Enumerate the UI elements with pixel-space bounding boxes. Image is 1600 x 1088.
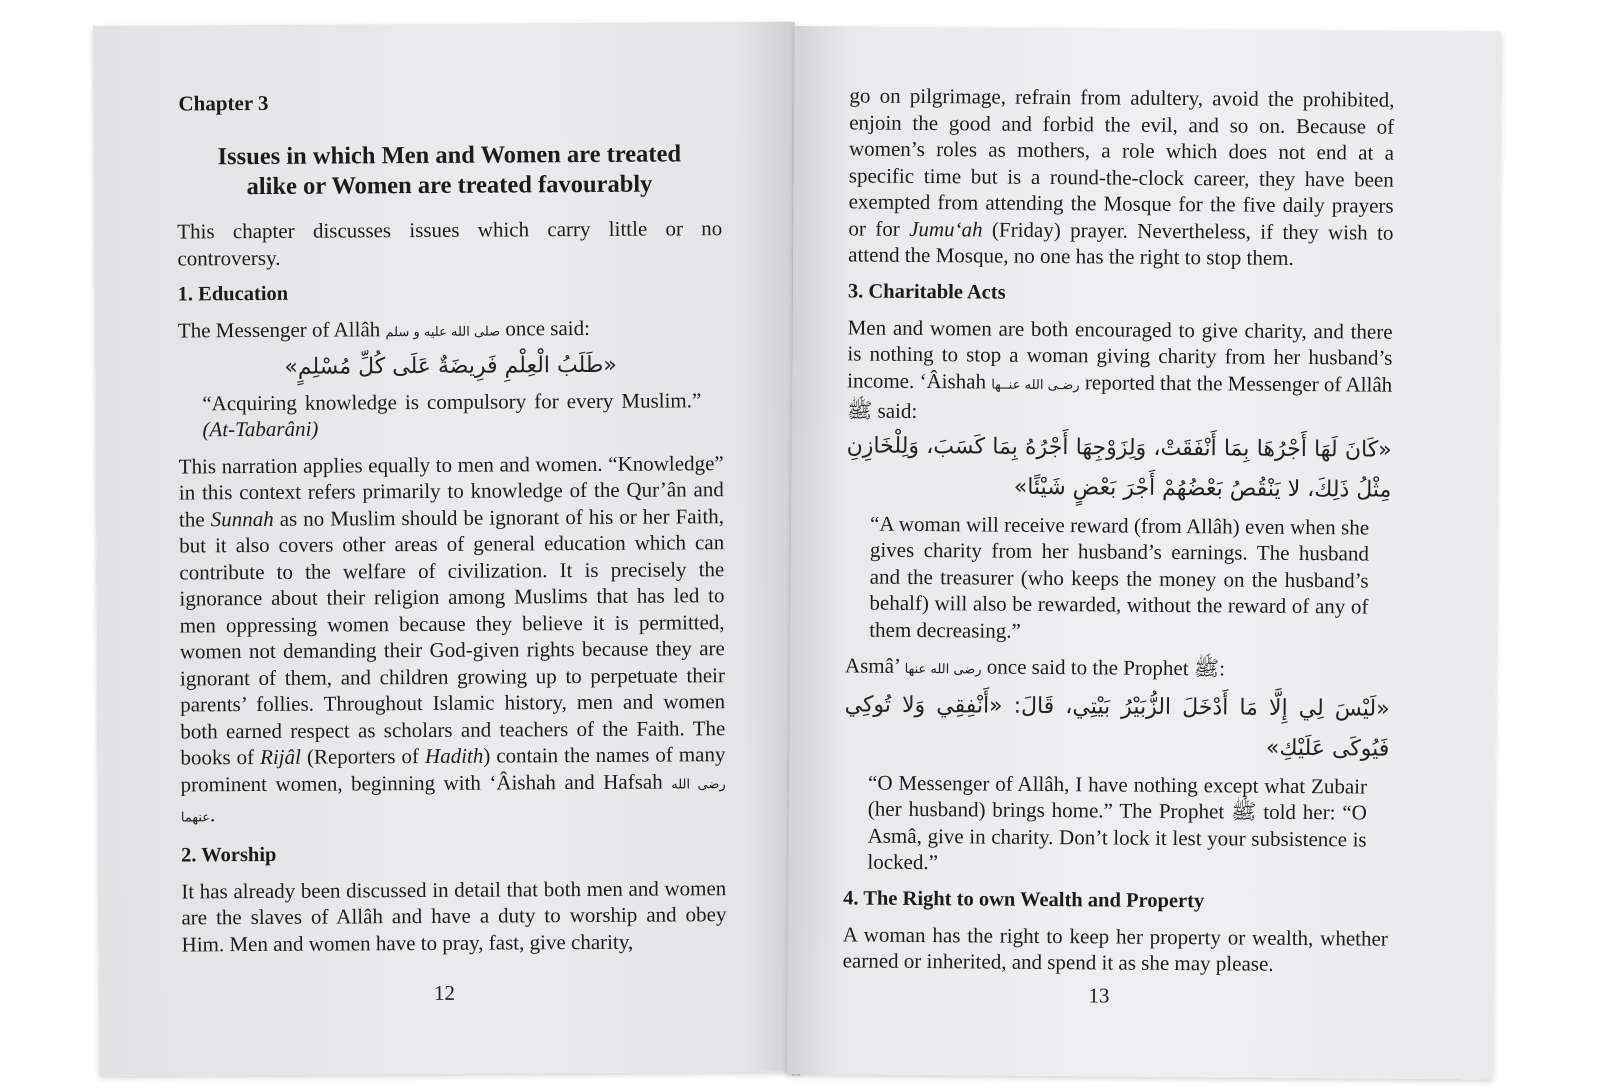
education-intro xyxy=(178,314,723,348)
arabic-hadith-education: «طَلَبُ الْعِلْمِ فَرِيضَةٌ عَلَى كُلِّ مُسْلِمٍ» xyxy=(284,352,617,380)
chapter-label: Chapter 3 xyxy=(178,90,269,116)
salutation-arabic: صلى الله عليه و سلم xyxy=(385,324,501,341)
education-quote-source: (At-Tabarâni) xyxy=(202,416,319,442)
worship-cont-part-a: go on pilgrimage, refrain from adultery, avoid the prohibited, enjoin the good and forbid the evil, and so on. Because of women’s roles as mothers, a role which does not end at a specific time but is a round-the-clock career, they have been exempted from attending the Mosque for the five daily prayers or for xyxy=(848,83,1395,241)
charity-quote: “A woman will receive reward (from Allâh) even when she gives charity from her husband’s earnings. The husband and the treasurer (who keeps the money on the husband’s behalf) will also be rewarded, without the reward of any of them decreasing.” xyxy=(869,511,1370,643)
education-paragraph xyxy=(179,450,726,832)
chapter-title xyxy=(177,139,722,202)
jumuah-term: Jumu‘ah xyxy=(909,216,983,241)
sunnah-term: Sunnah xyxy=(210,506,274,531)
section-heading-worship: 2. Worship xyxy=(180,843,277,866)
education-para-part-b: as no Muslim should be ignorant of his or her Faith, but it also covers other areas of general education which can contribute to the welfare of civilization. It is precisely the ignorance about their religion among Muslims that has led to men oppressing women because they believe it is permitted, women not demanding their God-given rights because they are ignorant of them, and children growing up to perpetuate their parents’ follies. Throughout Islamic history, men and women both earned respect as scholars and teachers of the Faith. The books of xyxy=(179,503,726,770)
education-para-end: . xyxy=(209,802,216,827)
asma-quote: “O Messenger of Allâh, I have nothing except what Zubair (her husband) brings home.” The Prophet ﷺ told her: “O Asmâ, give in charity. Don’t lock it lest your subsistence is locked.” xyxy=(867,770,1368,875)
page-number-left: 12 xyxy=(433,980,455,1005)
right-page-content xyxy=(843,82,1395,978)
section-heading-education: 1. Education xyxy=(177,282,289,306)
chapter-title-line1: Issues in which Men and Women are treated xyxy=(217,140,682,171)
asma-intro-text: Asmâ’ xyxy=(844,653,905,678)
section-heading-charity: 3. Charitable Acts xyxy=(847,279,1006,304)
hadith-term: Hadith xyxy=(424,743,484,768)
education-para-part-c: (Reporters of xyxy=(300,743,426,769)
worship-paragraph: It has already been discussed in detail that both men and women are the slaves of Allâh and have a duty to worship and obey Him. Men and women have to pray, fast, give charity, xyxy=(181,875,727,956)
rijal-term: Rijâl xyxy=(260,744,302,769)
asma-intro xyxy=(845,652,1390,687)
education-para-part-a: This narration applies equally to men and women. “Knowledge” in this context refers primarily to knowledge of the Qur’ân and the xyxy=(178,450,724,531)
charity-para-part-a: Men and women are both encouraged to give charity, and there is nothing to stop a woman giving charity from her husband’s income. ‘Âishah xyxy=(847,314,1393,394)
worship-continued-paragraph xyxy=(848,82,1394,272)
education-para-part-d: ) contain the names of many prominent women, beginning with ‘Âishah and Hafsah xyxy=(180,742,726,796)
charity-para-part-b: reported that the Messenger of Allâh ﷺ said: xyxy=(846,369,1393,423)
arabic-hadith-asma: «لَيْسَ لِي إِلَّا مَا أَدْخَلَ الزُّبَيْرُ بَيْتِي، قَالَ: «أَنْفِقِي وَلا تُوكِي فَيُوكَى عَلَيْكِ» xyxy=(844,691,1390,762)
left-page xyxy=(93,22,801,1076)
education-intro-end: once said: xyxy=(500,315,591,341)
wealth-paragraph: A woman has the right to keep her property or wealth, whether earned or inherited, and spend it as she may please. xyxy=(842,921,1388,976)
asma-intro-end: once said to the Prophet ﷺ: xyxy=(981,654,1226,681)
left-page-content xyxy=(176,88,726,957)
chapter-title-line2: alike or Women are treated favourably xyxy=(246,170,653,201)
salutation-arabic-2: رضى الله عنهما xyxy=(180,776,726,826)
intro-paragraph: This chapter discusses issues which carry little or no controversy. xyxy=(177,216,723,270)
right-page xyxy=(787,26,1501,1080)
section-heading-wealth: 4. The Right to own Wealth and Property xyxy=(843,886,1205,912)
salutation-arabic-4: رضى الله عنها xyxy=(904,661,982,678)
arabic-hadith-charity: «كَانَ لَهَا أَجْرُهَا بِمَا أَنْفَقَتْ، وَلِزَوْجِهَا أَجْرُهُ بِمَا كَسَبَ، وَلِلْخَازِنِ مِثْلُ ذَلِكَ، لا يَنْقُصُ بَعْضُهُمْ أَجْرَ بَعْضٍ شَيْئًا» xyxy=(846,432,1392,503)
page-number-right: 13 xyxy=(1088,983,1110,1008)
charity-paragraph xyxy=(847,314,1393,428)
worship-cont-part-b: (Friday) prayer. Nevertheless, if they wish to attend the Mosque, no one has the right to stop them. xyxy=(848,216,1394,270)
salutation-arabic-3: رضـى الله عنــها xyxy=(991,377,1080,393)
education-quote xyxy=(202,387,701,443)
education-intro-text: The Messenger of Allâh xyxy=(177,317,386,343)
education-quote-text: “Acquiring knowledge is compulsory for every Muslim.” xyxy=(202,387,702,415)
